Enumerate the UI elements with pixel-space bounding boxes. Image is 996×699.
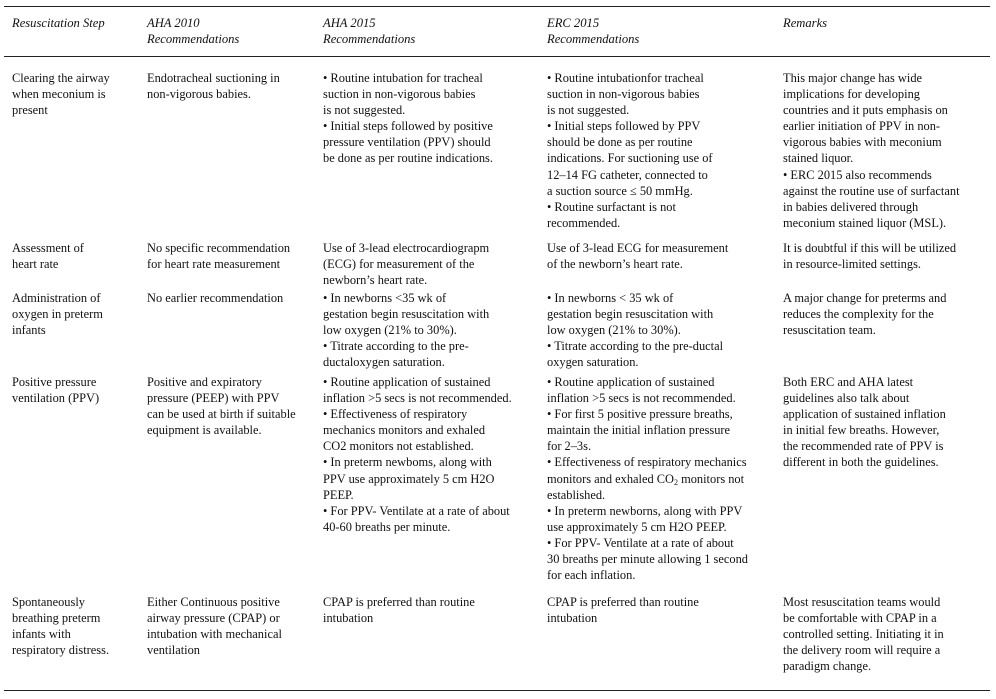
cell-line: This major change has wide	[783, 71, 923, 85]
cell-line: pressure ventilation (PPV) should	[323, 135, 491, 150]
cell-line: CO2 monitors not established.	[323, 439, 474, 454]
cell-line: • Routine intubationfor tracheal	[547, 71, 704, 85]
cell-line: indications. For suctioning use of	[547, 151, 713, 166]
cell-line: recommended.	[547, 215, 621, 230]
cell-line: reduces the complexity for the	[783, 307, 934, 322]
cell-line: earlier initiation of PPV in non-	[783, 119, 941, 134]
cell-line: Spontaneously	[12, 595, 85, 609]
cell-line: • Routine intubation for tracheal	[323, 71, 483, 85]
cell-line: CPAP is preferred than routine	[323, 595, 475, 609]
aha-2010-cell	[147, 374, 296, 438]
cell-line: • Effectiveness of respiratory mechanics	[547, 455, 747, 470]
cell-line: stained liquor.	[783, 151, 854, 166]
cell-line: can be used at birth if suitable	[147, 407, 296, 422]
remarks-cell	[783, 374, 946, 471]
cell-line: use approximately 5 cm H2O PEEP.	[547, 519, 727, 534]
aha-2015-cell	[323, 70, 493, 167]
cell-line: • ERC 2015 also recommends	[783, 167, 932, 182]
cell-line: Most resuscitation teams would	[783, 595, 941, 609]
cell-line: is not suggested.	[547, 103, 630, 118]
cell-line: Endotracheal suctioning in	[147, 71, 280, 85]
cell-line: different in both the guidelines.	[783, 455, 939, 470]
erc-2015-cell	[547, 290, 723, 370]
cell-line: meconium stained liquor (MSL).	[783, 215, 947, 230]
cell-line: CPAP is preferred than routine	[547, 595, 699, 609]
cell-line: equipment is available.	[147, 423, 262, 438]
cell-line: vigorous babies with meconium	[783, 135, 942, 150]
cell-line: • For first 5 positive pressure breaths,	[547, 407, 733, 422]
cell-line: inflation >5 secs is not recommended.	[547, 391, 736, 406]
cell-line: • Titrate according to the pre-ductal	[547, 339, 724, 354]
cell-line: of the newborn’s heart rate.	[547, 257, 683, 272]
aha-2015-cell	[323, 290, 489, 370]
cell-line: Administration of	[12, 291, 101, 305]
cell-line: Positive pressure	[12, 375, 97, 389]
cell-line: in babies delivered through	[783, 199, 919, 214]
cell-line: A major change for preterms and	[783, 291, 947, 305]
remarks-cell	[783, 240, 956, 272]
cell-line: AHA 2015	[323, 16, 376, 30]
cell-line: suction in non-vigorous babies	[323, 87, 476, 102]
column-header	[783, 15, 827, 31]
cell-line: • Titrate according to the pre-	[323, 339, 469, 354]
cell-line: oxygen saturation.	[547, 355, 639, 370]
cell-line: heart rate	[12, 257, 59, 272]
cell-line: gestation begin resuscitation with	[323, 307, 490, 322]
remarks-cell	[783, 290, 946, 338]
cell-line: • Initial steps followed by positive	[323, 119, 493, 134]
cell-line: PPV use approximately 5 cm H2O	[323, 471, 495, 486]
cell-line: Use of 3-lead ECG for measurement	[547, 241, 729, 255]
cell-line: • In newborns < 35 wk of	[547, 291, 674, 305]
cell-line: countries and it puts emphasis on	[783, 103, 948, 118]
cell-line: Recommendations	[547, 32, 640, 46]
erc-2015-cell	[547, 240, 728, 272]
cell-line: Clearing the airway	[12, 71, 110, 85]
cell-line: 12–14 FG catheter, connected to	[547, 167, 708, 182]
cell-line: established.	[547, 487, 606, 502]
cell-line: controlled setting. Initiating it in	[783, 627, 944, 642]
cell-line: for 2–3s.	[547, 439, 592, 454]
cell-line: respiratory distress.	[12, 643, 110, 658]
aha-2015-cell	[323, 240, 489, 288]
cell-line: the recommended rate of PPV is	[783, 439, 944, 454]
cell-line: breathing preterm	[12, 611, 101, 626]
remarks-cell	[783, 70, 960, 231]
cell-line: • Routine application of sustained	[323, 375, 491, 389]
cell-line: ERC 2015	[547, 16, 600, 30]
cell-line: Assessment of	[12, 241, 84, 255]
cell-line: implications for developing	[783, 87, 920, 102]
aha-2015-cell	[323, 374, 512, 535]
table-bottom-rule	[4, 690, 990, 691]
cell-line: intubation	[323, 611, 374, 626]
cell-line: the delivery room will require a	[783, 643, 941, 658]
erc-2015-cell	[547, 374, 748, 583]
table-top-rule	[4, 6, 990, 7]
cell-line: Positive and expiratory	[147, 375, 262, 389]
cell-line: AHA 2010	[147, 16, 200, 30]
aha-2010-cell	[147, 594, 282, 658]
cell-line: • For PPV- Ventilate at a rate of about	[323, 503, 510, 518]
cell-line: low oxygen (21% to 30%).	[323, 323, 457, 338]
cell-line: guidelines also talk about	[783, 391, 910, 406]
cell-line: Use of 3-lead electrocardiograpm	[323, 241, 490, 255]
step-cell	[12, 70, 110, 118]
cell-line: • For PPV- Ventilate at a rate of about	[547, 535, 734, 550]
cell-line: ductaloxygen saturation.	[323, 355, 445, 370]
step-cell	[12, 594, 109, 658]
cell-line: for heart rate measurement	[147, 257, 281, 272]
cell-line: mechanics monitors and exhaled	[323, 423, 486, 438]
table-header-rule	[4, 56, 990, 57]
column-header	[323, 15, 415, 47]
cell-line: a suction source ≤ 50 mmHg.	[547, 183, 693, 198]
cell-line: oxygen in preterm	[12, 307, 103, 322]
column-header	[547, 15, 639, 47]
cell-line: is not suggested.	[323, 103, 406, 118]
cell-line: non-vigorous babies.	[147, 87, 251, 102]
cell-line: pressure (PEEP) with PPV	[147, 391, 280, 406]
cell-line: be comfortable with CPAP in a	[783, 611, 937, 626]
cell-line: Both ERC and AHA latest	[783, 375, 914, 389]
cell-line: intubation with mechanical	[147, 627, 282, 642]
cell-line: 30 breaths per minute allowing 1 second	[547, 552, 748, 567]
cell-line: • Effectiveness of respiratory	[323, 407, 468, 422]
aha-2010-cell	[147, 70, 280, 102]
cell-line: airway pressure (CPAP) or	[147, 611, 280, 626]
cell-line: infants	[12, 323, 46, 338]
cell-line: infants with	[12, 627, 71, 642]
cell-line: application of sustained inflation	[783, 407, 946, 422]
cell-line: No earlier recommendation	[147, 291, 284, 305]
step-cell	[12, 240, 84, 272]
cell-line: for each inflation.	[547, 568, 636, 583]
cell-line: suction in non-vigorous babies	[547, 87, 700, 102]
cell-line: • In preterm newborns, along with PPV	[547, 503, 743, 518]
cell-line: (ECG) for measurement of the	[323, 257, 475, 272]
cell-line: 40-60 breaths per minute.	[323, 519, 451, 534]
cell-line: • Routine surfactant is not	[547, 199, 676, 214]
cell-line: against the routine use of surfactant	[783, 183, 960, 198]
remarks-cell	[783, 594, 944, 674]
cell-line: ventilation	[147, 643, 200, 658]
cell-line: Either Continuous positive	[147, 595, 280, 609]
cell-line: intubation	[547, 611, 598, 626]
cell-line: in resource-limited settings.	[783, 257, 921, 272]
aha-2015-cell	[323, 594, 475, 626]
cell-line: newborn’s heart rate.	[323, 273, 428, 288]
cell-line: resuscitation team.	[783, 323, 876, 338]
cell-line: present	[12, 103, 48, 118]
cell-line: • Routine application of sustained	[547, 375, 715, 389]
cell-line: Resuscitation Step	[12, 16, 105, 30]
cell-line: inflation >5 secs is not recommended.	[323, 391, 512, 406]
cell-line: ventilation (PPV)	[12, 391, 100, 406]
erc-2015-cell	[547, 70, 713, 231]
cell-line: PEEP.	[323, 487, 354, 502]
cell-line: Recommendations	[323, 32, 416, 46]
step-cell	[12, 290, 103, 338]
cell-line: Remarks	[783, 16, 828, 30]
cell-line: • In newborns <35 wk of	[323, 291, 447, 305]
step-cell	[12, 374, 99, 406]
cell-line: low oxygen (21% to 30%).	[547, 323, 681, 338]
column-header	[147, 15, 239, 47]
column-header	[12, 15, 105, 31]
cell-line: It is doubtful if this will be utilized	[783, 241, 957, 255]
erc-2015-cell	[547, 594, 699, 626]
cell-line: when meconium is	[12, 87, 106, 102]
cell-line: maintain the initial inflation pressure	[547, 423, 731, 438]
cell-line: in initial few breaths. However,	[783, 423, 940, 438]
cell-line: should be done as per routine	[547, 135, 693, 150]
cell-line: No specific recommendation	[147, 241, 291, 255]
cell-line: monitors and exhaled $CO_2$ monitors not	[547, 471, 745, 487]
cell-line: be done as per routine indications.	[323, 151, 493, 166]
cell-line: • In preterm newboms, along with	[323, 455, 492, 470]
aha-2010-cell	[147, 240, 290, 272]
cell-line: Recommendations	[147, 32, 240, 46]
cell-line: gestation begin resuscitation with	[547, 307, 714, 322]
cell-line: • Initial steps followed by PPV	[547, 119, 701, 134]
cell-line: paradigm change.	[783, 659, 872, 674]
aha-2010-cell	[147, 290, 283, 306]
